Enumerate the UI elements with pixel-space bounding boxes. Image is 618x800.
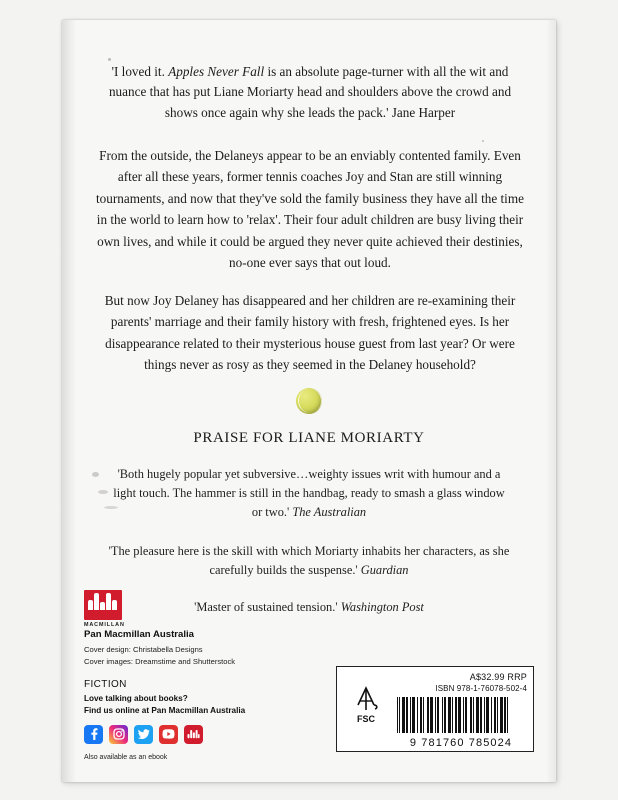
cover-speck: [482, 140, 484, 142]
cover-design-credit: Cover design: Christabella Designs: [84, 645, 203, 654]
ean-barcode: [397, 697, 525, 733]
twitter-icon[interactable]: [134, 725, 153, 744]
fsc-logo: [345, 683, 387, 724]
praise-quote-text: 'Both hugely popular yet subversive…weighty issues writ with humour and a light touch. The hammer is still in the handbag, ready to smash a glass window or two.': [113, 467, 505, 520]
facebook-icon[interactable]: [84, 725, 103, 744]
quote-text-before: 'I loved it.: [111, 64, 169, 79]
synopsis-paragraph-1: From the outside, the Delaneys appear to be an enviably contented family. Even after all these years, former tennis coaches Joy and Stan are still winning tournaments, and now that they've sold the family business they have all the time in the world to learn how to 'relax'. Their four adult children are busy living their own lives, and while it could be argued they never quite achieved their destinies, no-one ever says that out loud.: [96, 148, 524, 270]
macmillan-wordmark: MACMILLAN: [84, 622, 125, 628]
cover-speck: [92, 472, 99, 477]
isbn-value: 978-1-76078-502-4: [456, 684, 527, 693]
fsc-tree-icon: [351, 683, 381, 713]
praise-quote-source: The Australian: [292, 505, 367, 520]
cover-images-credit: Cover images: Dreamstime and Shutterstock: [84, 657, 236, 666]
instagram-icon[interactable]: [109, 725, 128, 744]
quote-text-after: is an absolute page-turner with all the wit and nuance that has put Liane Moriarty head and shoulders above the crowd and shows once again why she leads the pack.' Jane Harper: [108, 64, 512, 120]
synopsis-paragraph-2: But now Joy Delaney has disappeared and her children are re-examining their parents' marriage and their family history with fresh, frightened eyes. Is her disappearance related to their mysterious house guest from last year? Or were things never as rosy as they seemed in the Delaney household?: [104, 293, 516, 373]
macmillan-logo-bars: [88, 593, 118, 610]
price-label: A$32.99 RRP: [469, 672, 527, 682]
quote-book-title: Apples Never Fall: [168, 64, 265, 79]
tennis-ball-icon: [296, 388, 322, 414]
social-line-1: Love talking about books?: [84, 694, 188, 703]
macmillan-icon[interactable]: [184, 725, 203, 744]
publisher-imprint: Pan Macmillan Australia: [84, 629, 195, 640]
isbn-label: ISBN: [435, 684, 455, 693]
cover-speck: [98, 490, 108, 494]
ebook-note: Also available as an ebook: [84, 753, 168, 761]
social-line-2: Find us online at Pan Macmillan Australia: [84, 706, 246, 716]
genre-label: FICTION: [84, 679, 127, 690]
cover-speck: [108, 58, 111, 61]
top-review-quote: [94, 62, 526, 123]
praise-quote-2: [108, 542, 510, 580]
praise-quote-text: 'The pleasure here is the skill with which Moriarty inhabits her characters, as she carefully builds the suspense.': [108, 544, 510, 578]
social-icons: [84, 725, 344, 744]
praise-quote-source: Guardian: [360, 563, 409, 578]
publisher-block: [84, 590, 344, 761]
praise-heading: PRAISE FOR LIANE MORIARTY: [193, 430, 425, 446]
book-back-cover: [62, 20, 556, 782]
ean-number: 9 781760 785024: [409, 737, 513, 749]
fsc-label: FSC: [357, 714, 375, 724]
macmillan-logo-icon: [84, 590, 122, 620]
praise-quote-source: Washington Post: [340, 600, 424, 614]
tennis-ball-seam: [296, 387, 323, 414]
praise-quote-1: [108, 465, 510, 523]
youtube-icon[interactable]: [159, 725, 178, 744]
praise-quote-text: 'Master of sustained tension.': [194, 600, 341, 614]
barcode-panel: [336, 666, 534, 752]
cover-footer: [84, 590, 534, 770]
